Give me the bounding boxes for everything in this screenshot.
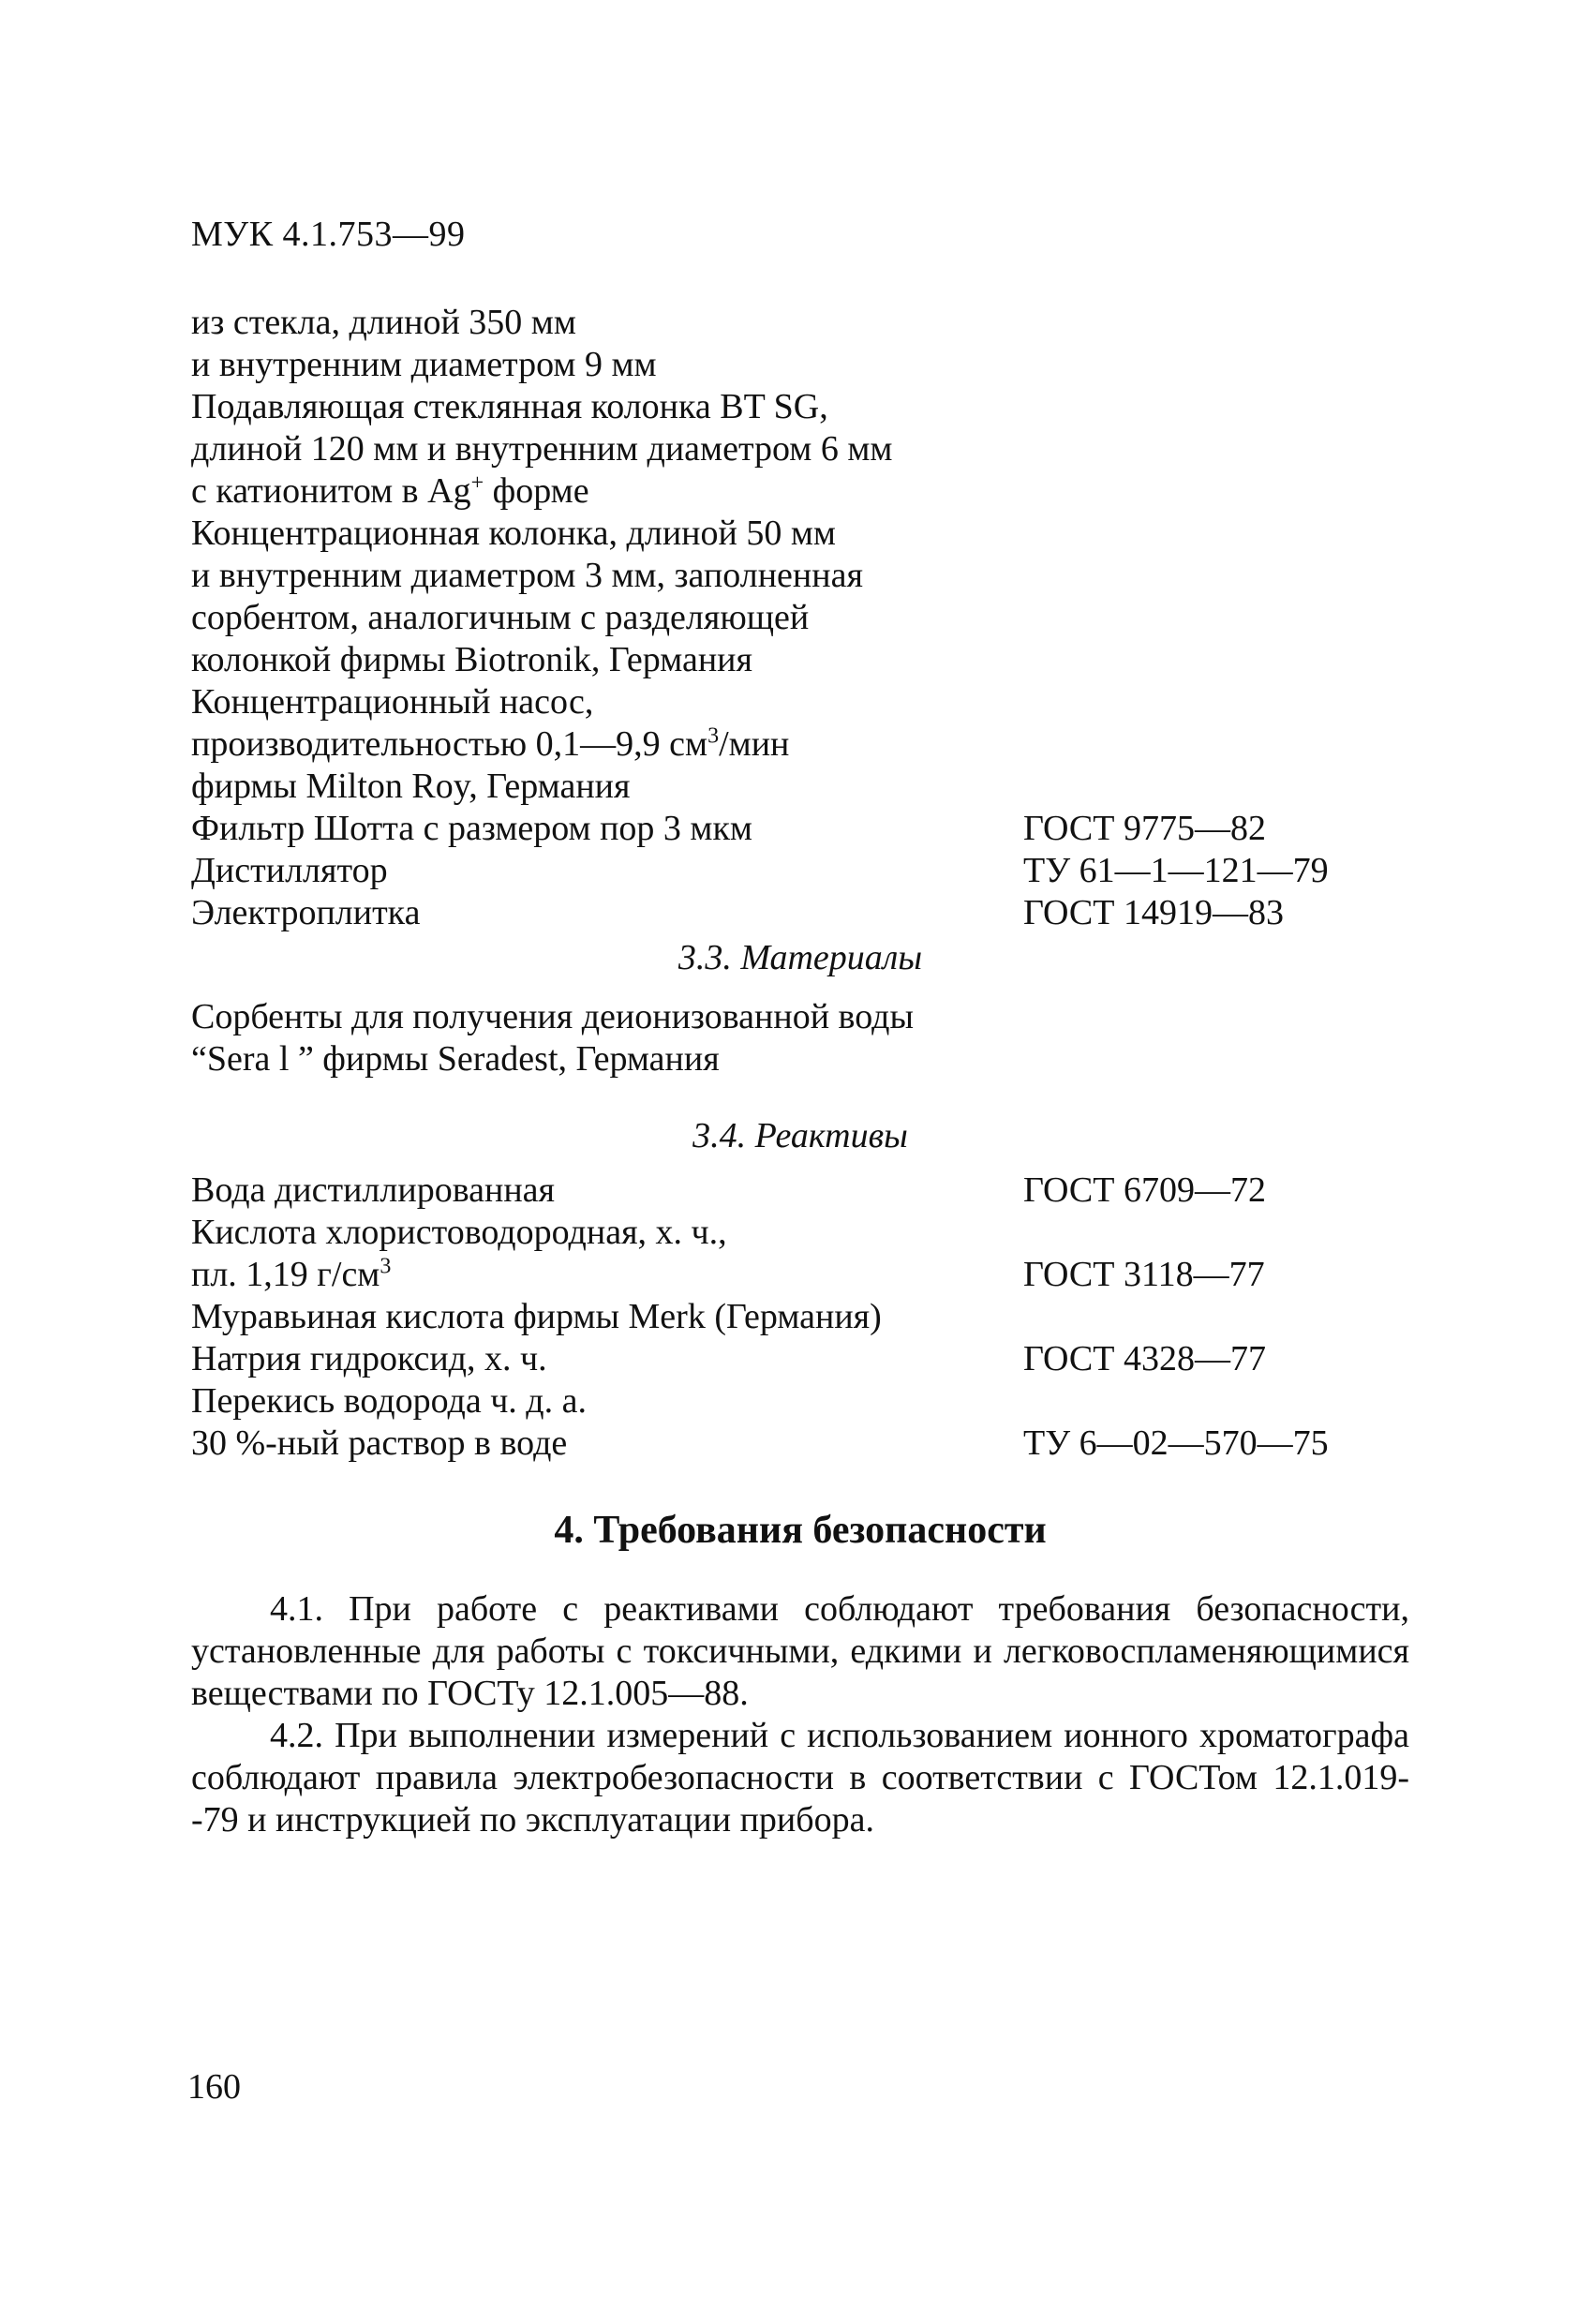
reagent-item [191, 1254, 1409, 1296]
item-text: Подавляющая стеклянная колонка BT SG, [191, 387, 828, 426]
safety-paragraph-2: 4.2. При выполнении измерений с использованием ионного хроматографа соблюдают правила электробезопасности в соответствии с ГОСТом 12.1.019--79 и инструкцией по эксплуатации прибора. [191, 1716, 1409, 1840]
reagent-item [191, 1169, 1409, 1212]
item-standard-code: ГОСТ 4328—77 [1023, 1339, 1266, 1378]
item-text-after: форме [484, 471, 589, 511]
item-standard-code: ГОСТ 14919—83 [1023, 893, 1284, 932]
reagents-heading: 3.4. Реактивы [692, 1116, 908, 1155]
item-standard-code: ГОСТ 3118—77 [1023, 1255, 1265, 1294]
item-text: Концентрационная колонка, длиной 50 мм [191, 514, 836, 553]
item-text: сорбентом, аналогичным с разделяющей [191, 598, 810, 637]
item-text: и внутренним диаметром 3 мм, заполненная [191, 556, 863, 595]
equipment-item [191, 470, 1409, 513]
equipment-item [191, 344, 1409, 386]
item-text: фирмы Milton Roy, Германия [191, 767, 631, 806]
safety-paragraph-1: 4.1. При работе с реактивами соблюдают требования безопасности, установленные для работы с токсичными, едкими и легковоспламеняющимися веществами по ГОСТу 12.1.005—88. [191, 1589, 1409, 1713]
equipment-item [191, 428, 1409, 470]
equipment-item [191, 850, 1409, 892]
item-text: производительностью 0,1—9,9 см [191, 724, 708, 764]
item-text: колонкой фирмы Biotronik, Германия [191, 640, 753, 679]
page-header: МУК 4.1.753—99 [191, 215, 466, 254]
reagent-item [191, 1338, 1409, 1380]
material-item [191, 996, 1409, 1038]
safety-title: 4. Требования безопасности [554, 1509, 1047, 1552]
equipment-item [191, 639, 1409, 681]
item-text: Кислота хлористоводородная, х. ч., [191, 1213, 727, 1252]
page-number: 160 [187, 2067, 241, 2107]
item-text: Вода дистиллированная [191, 1170, 556, 1210]
material-item [191, 1038, 1409, 1080]
item-text: длиной 120 мм и внутренним диаметром 6 мм [191, 429, 893, 469]
item-superscript: 3 [380, 1254, 392, 1279]
item-text-after: /мин [719, 724, 790, 764]
item-text: Электроплитка [191, 893, 421, 932]
reagents-list [191, 1169, 1409, 1465]
item-text: и внутренним диаметром 9 мм [191, 345, 657, 384]
item-text: Муравьиная кислота фирмы Merk (Германия) [191, 1297, 882, 1336]
reagent-item [191, 1380, 1409, 1423]
equipment-item [191, 808, 1409, 850]
item-text: “Sera l ” фирмы Seradest, Германия [191, 1039, 720, 1079]
item-standard-code: ТУ 6—02—570—75 [1023, 1423, 1329, 1463]
item-standard-code: ГОСТ 9775—82 [1023, 809, 1266, 848]
item-text: с катионитом в Ag [191, 471, 471, 511]
equipment-item [191, 892, 1409, 934]
equipment-item [191, 302, 1409, 344]
reagent-item [191, 1296, 1409, 1338]
item-text: Фильтр Шотта с размером пор 3 мкм [191, 809, 752, 848]
item-text: из стекла, длиной 350 мм [191, 303, 576, 342]
item-superscript: 3 [707, 723, 720, 749]
item-text: Перекись водорода ч. д. а. [191, 1381, 588, 1421]
item-text: Сорбенты для получения деионизованной воды [191, 997, 914, 1036]
item-standard-code: ТУ 61—1—121—79 [1023, 851, 1329, 890]
item-superscript: + [470, 470, 484, 496]
equipment-item [191, 723, 1409, 766]
equipment-item [191, 766, 1409, 808]
item-standard-code: ГОСТ 6709—72 [1023, 1170, 1266, 1210]
equipment-item [191, 597, 1409, 639]
materials-heading: 3.3. Материалы [677, 938, 923, 977]
equipment-item [191, 386, 1409, 428]
reagent-item [191, 1423, 1409, 1465]
item-text: Дистиллятор [191, 851, 388, 890]
item-text: 30 %-ный раствор в воде [191, 1423, 568, 1463]
materials-list [191, 996, 1409, 1080]
item-text: пл. 1,19 г/см [191, 1255, 380, 1294]
item-text: Натрия гидроксид, х. ч. [191, 1339, 547, 1378]
item-text: Концентрационный насос, [191, 682, 594, 722]
equipment-item [191, 681, 1409, 723]
equipment-item [191, 555, 1409, 597]
equipment-list [191, 302, 1409, 934]
equipment-item [191, 513, 1409, 555]
reagent-item [191, 1212, 1409, 1254]
